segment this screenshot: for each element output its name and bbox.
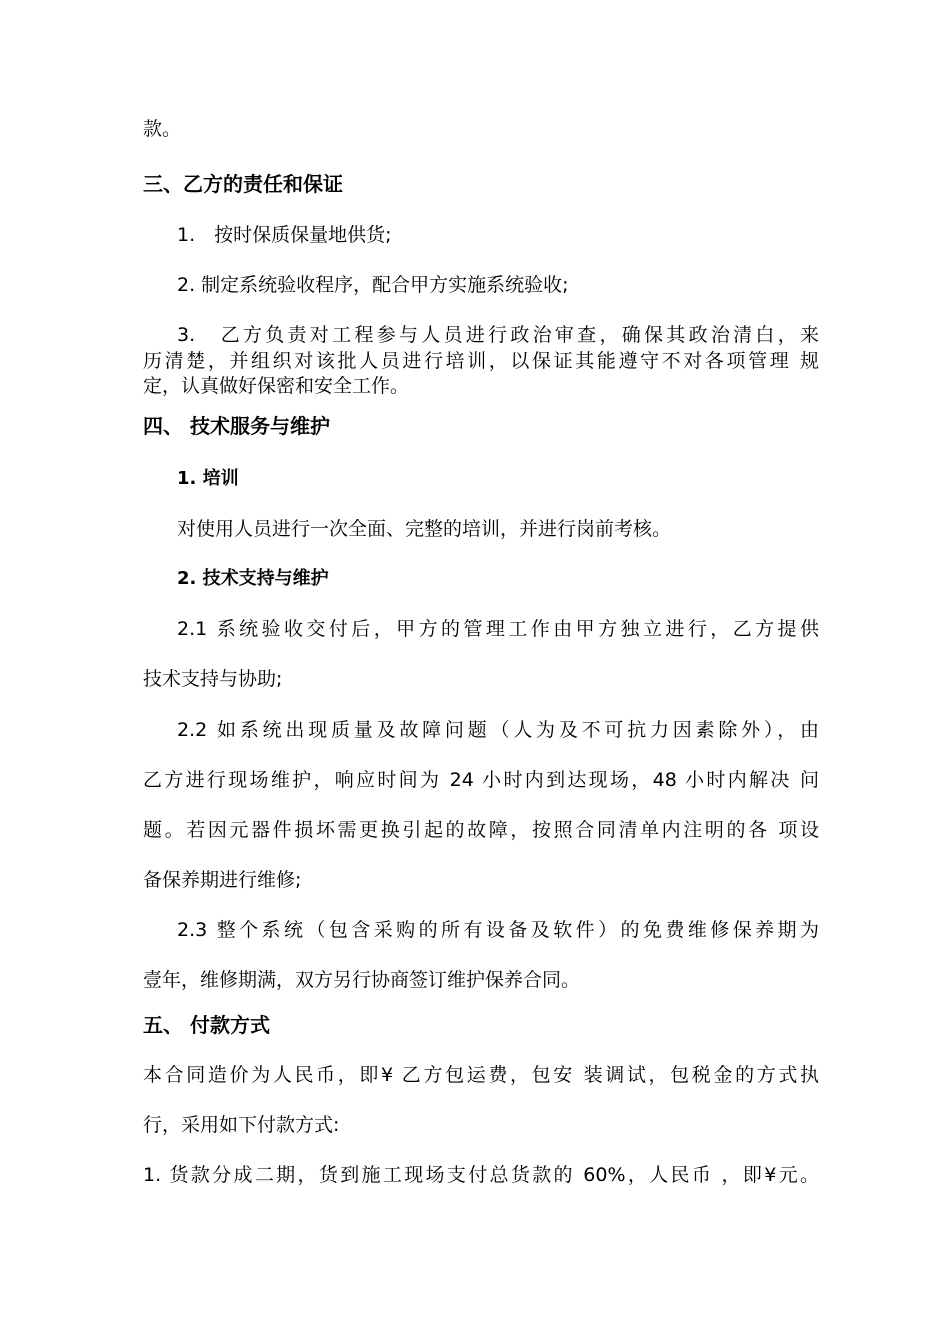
para-2-2-line-1: 2.2 如系统出现质量及故障问题（人为及不可抗力因素除外），由	[177, 719, 819, 741]
para-2-2-line-3: 题。若因元器件损坏需更换引起的故障，按照合同清单内注明的各 项设	[143, 819, 819, 841]
list-item-3-line-1: 3. 乙方负责对工程参与人员进行政治审查，确保其政治清白，来	[177, 324, 819, 346]
section-heading-3: 三、乙方的责任和保证	[143, 172, 343, 196]
subheading-support: 2. 技术支持与维护	[177, 568, 329, 589]
para-2-3-line-2: 壹年，维修期满，双方另行协商签订维护保养合同。	[143, 969, 581, 991]
para-2-2-line-2: 乙方进行现场维护，响应时间为 24 小时内到达现场，48 小时内解决 问	[143, 769, 819, 791]
subheading-training: 1. 培训	[177, 468, 239, 489]
payment-line-2: 行，采用如下付款方式:	[143, 1114, 340, 1136]
payment-line-3: 1. 货款分成二期，货到施工现场支付总货款的 60%，人民币 ，即¥元。	[143, 1164, 819, 1186]
list-item-2: 2. 制定系统验收程序，配合甲方实施系统验收;	[177, 274, 569, 296]
para-2-1-line-2: 技术支持与协助;	[143, 668, 283, 690]
section-heading-4: 四、 技术服务与维护	[143, 414, 330, 438]
para-2-2-line-4: 备保养期进行维修;	[143, 869, 302, 891]
list-item-3-line-3: 定，认真做好保密和安全工作。	[143, 375, 410, 397]
para-2-3-line-1: 2.3 整个系统（包含采购的所有设备及软件）的免费维修保养期为	[177, 919, 819, 941]
training-text: 对使用人员进行一次全面、完整的培训，并进行岗前考核。	[177, 518, 672, 540]
text-line: 款。	[143, 118, 182, 140]
payment-line-1: 本合同造价为人民币，即¥ 乙方包运费，包安 装调试，包税金的方式执	[143, 1064, 819, 1086]
list-item-3-line-2: 历清楚，并组织对该批人员进行培训，以保证其能遵守不对各项管理 规	[143, 350, 819, 372]
para-2-1-line-1: 2.1 系统验收交付后，甲方的管理工作由甲方独立进行，乙方提供	[177, 618, 819, 640]
list-item-1: 1. 按时保质保量地供货;	[177, 224, 392, 246]
section-heading-5: 五、 付款方式	[143, 1013, 270, 1037]
